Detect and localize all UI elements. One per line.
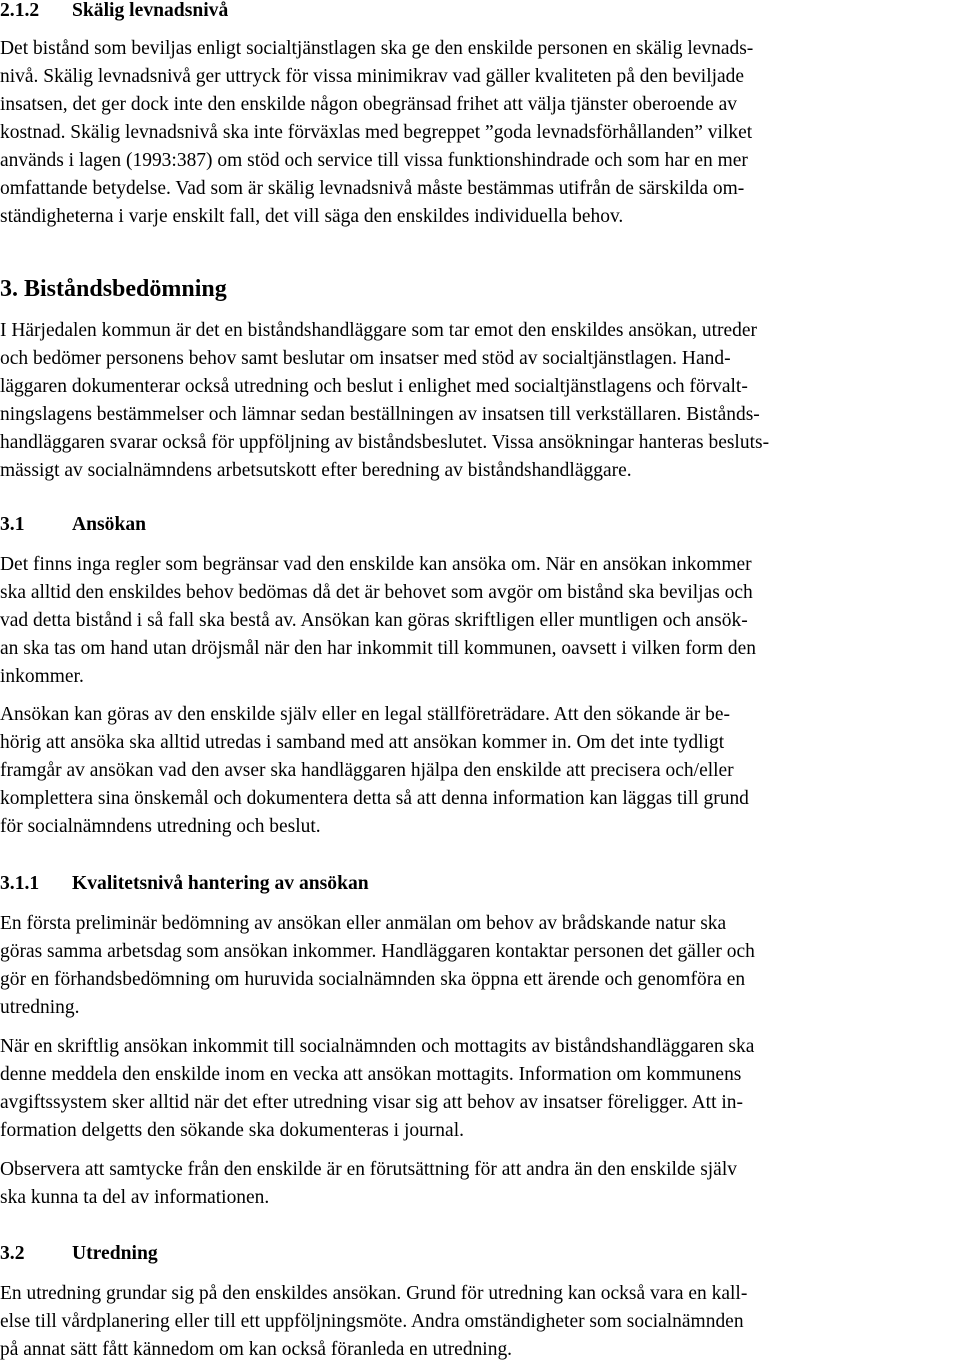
text-line: omfattande betydelse. Vad som är skälig levnadsnivå måste bestämmas utifrån de särskilda om- xyxy=(0,178,745,199)
heading-number: 3.1.1 xyxy=(0,873,40,894)
text-line: gör en förhandsbedömning om huruvida socialnämnden ska öppna ett ärende och genomföra en xyxy=(0,969,746,990)
text-line: läggaren dokumenterar också utredning och beslut i enlighet med socialtjänstlagens och förvalt- xyxy=(0,376,748,397)
text-line: inkommer. xyxy=(0,666,84,687)
text-line: utredning. xyxy=(0,997,80,1018)
text-line: ska kunna ta del av informationen. xyxy=(0,1187,270,1208)
text-line: I Härjedalen kommun är det en biståndshandläggare som tar emot den enskildes ansökan, utreder xyxy=(0,320,758,341)
paragraph-bistandsbedomning xyxy=(0,317,960,485)
text-line: ständigheterna i varje enskilt fall, det vill säga den enskildes individuella behov. xyxy=(0,206,624,227)
text-line: an ska tas om hand utan dröjsmål när den har inkommit till kommunen, oavsett i vilken form den xyxy=(0,638,757,659)
heading-number: 3.2 xyxy=(0,1243,25,1264)
text-line: avgiftssystem sker alltid när det efter utredning visar sig att behov av insatser föreligger. Att in- xyxy=(0,1092,744,1113)
text-line: komplettera sina önskemål och dokumentera detta så att denna information kan läggas till grund xyxy=(0,788,749,809)
heading-title: Utredning xyxy=(72,1243,158,1264)
heading-number: 2.1.2 xyxy=(0,0,40,21)
heading-title: Kvalitetsnivå hantering av ansökan xyxy=(72,873,369,894)
text-line: och bedömer personens behov samt beslutar om insatser med stöd av socialtjänstlagen. Hand- xyxy=(0,348,731,369)
heading xyxy=(0,273,960,305)
text-line: insatsen, det ger dock inte den enskilde någon obegränsad frihet att välja tjänster oberoende av xyxy=(0,94,737,115)
text-line: else till vårdplanering eller till ett uppföljningsmöte. Andra omständigheter som socialnämnden xyxy=(0,1311,744,1332)
text-line: formation delgetts den sökande ska dokumenteras i journal. xyxy=(0,1120,464,1141)
text-line: ska alltid den enskildes behov bedömas då det är behovet som avgör om bistånd ska beviljas och xyxy=(0,582,753,603)
heading-title: Ansökan xyxy=(72,514,147,535)
section-heading-3 xyxy=(0,273,960,305)
paragraph-utredning xyxy=(0,1280,960,1364)
text-line: Ansökan kan göras av den enskilde själv eller en legal ställföreträdare. Att den sökande är be- xyxy=(0,704,730,725)
heading xyxy=(0,1240,960,1268)
section-heading-3-1 xyxy=(0,511,960,539)
heading-number: 3. xyxy=(0,276,18,302)
paragraph-ansokan-2 xyxy=(0,701,960,841)
text-line: Det finns inga regler som begränsar vad den enskilde kan ansöka om. När en ansökan inkommer xyxy=(0,554,752,575)
heading-number: 3.1 xyxy=(0,514,25,535)
text-line: nivå. Skälig levnadsnivå ger uttryck för vissa minimikrav vad gäller kvaliteten på den beviljade xyxy=(0,66,745,87)
text-line: En utredning grundar sig på den enskildes ansökan. Grund för utredning kan också vara en kall- xyxy=(0,1283,748,1304)
section-heading-3-1-1 xyxy=(0,870,960,898)
text-line: kostnad. Skälig levnadsnivå ska inte förväxlas med begreppet ”goda levnadsförhållanden” vilket xyxy=(0,122,753,143)
heading xyxy=(0,511,960,539)
heading xyxy=(0,0,960,25)
text-line: för socialnämndens utredning och beslut. xyxy=(0,816,321,837)
text-line: framgår av ansökan vad den avser ska handläggaren hjälpa den enskilde att precisera och/eller xyxy=(0,760,734,781)
text-line: En första preliminär bedömning av ansökan eller anmälan om behov av brådskande natur ska xyxy=(0,913,727,934)
paragraph-ansokan-1 xyxy=(0,551,960,691)
paragraph-skalig-levnadsniva xyxy=(0,35,960,231)
text-line: ningslagens bestämmelser och lämnar sedan beställningen av insatsen till verkställaren. Bistånds- xyxy=(0,404,760,425)
text-line: göras samma arbetsdag som ansökan inkommer. Handläggaren kontaktar personen det gäller och xyxy=(0,941,755,962)
heading-title: Biståndsbedömning xyxy=(24,276,227,302)
text-line: När en skriftlig ansökan inkommit till socialnämnden och mottagits av biståndshandläggaren ska xyxy=(0,1036,755,1057)
section-heading-3-2 xyxy=(0,1240,960,1268)
text-line: denne meddela den enskilde inom en vecka att ansökan mottagits. Information om kommunens xyxy=(0,1064,742,1085)
text-line: vad detta bistånd i så fall ska bestå av. Ansökan kan göras skriftligen eller muntligen och ansök- xyxy=(0,610,748,631)
text-line: mässigt av socialnämndens arbetsutskott efter beredning av biståndshandläggare. xyxy=(0,460,632,481)
paragraph-kvalitetsniva-3 xyxy=(0,1156,960,1212)
text-line: på annat sätt fått kännedom om kan också föranleda en utredning. xyxy=(0,1339,513,1360)
text-line: används i lagen (1993:387) om stöd och service till vissa funktionshindrade och som har en mer xyxy=(0,150,748,171)
text-line: Observera att samtycke från den enskilde är en förutsättning för att andra än den enskilde själv xyxy=(0,1159,737,1180)
heading xyxy=(0,870,960,898)
heading-title: Skälig levnadsnivå xyxy=(72,0,229,21)
text-line: Det bistånd som beviljas enligt socialtjänstlagen ska ge den enskilde personen en skälig levnads- xyxy=(0,38,754,59)
section-heading-2-1-2 xyxy=(0,0,960,25)
text-line: handläggaren svarar också för uppföljning av biståndsbeslutet. Vissa ansökningar hanteras besluts- xyxy=(0,432,770,453)
text-line: hörig att ansöka ska alltid utredas i samband med att ansökan kommer in. Om det inte tydligt xyxy=(0,732,725,753)
paragraph-kvalitetsniva-1 xyxy=(0,910,960,1022)
paragraph-kvalitetsniva-2 xyxy=(0,1033,960,1145)
